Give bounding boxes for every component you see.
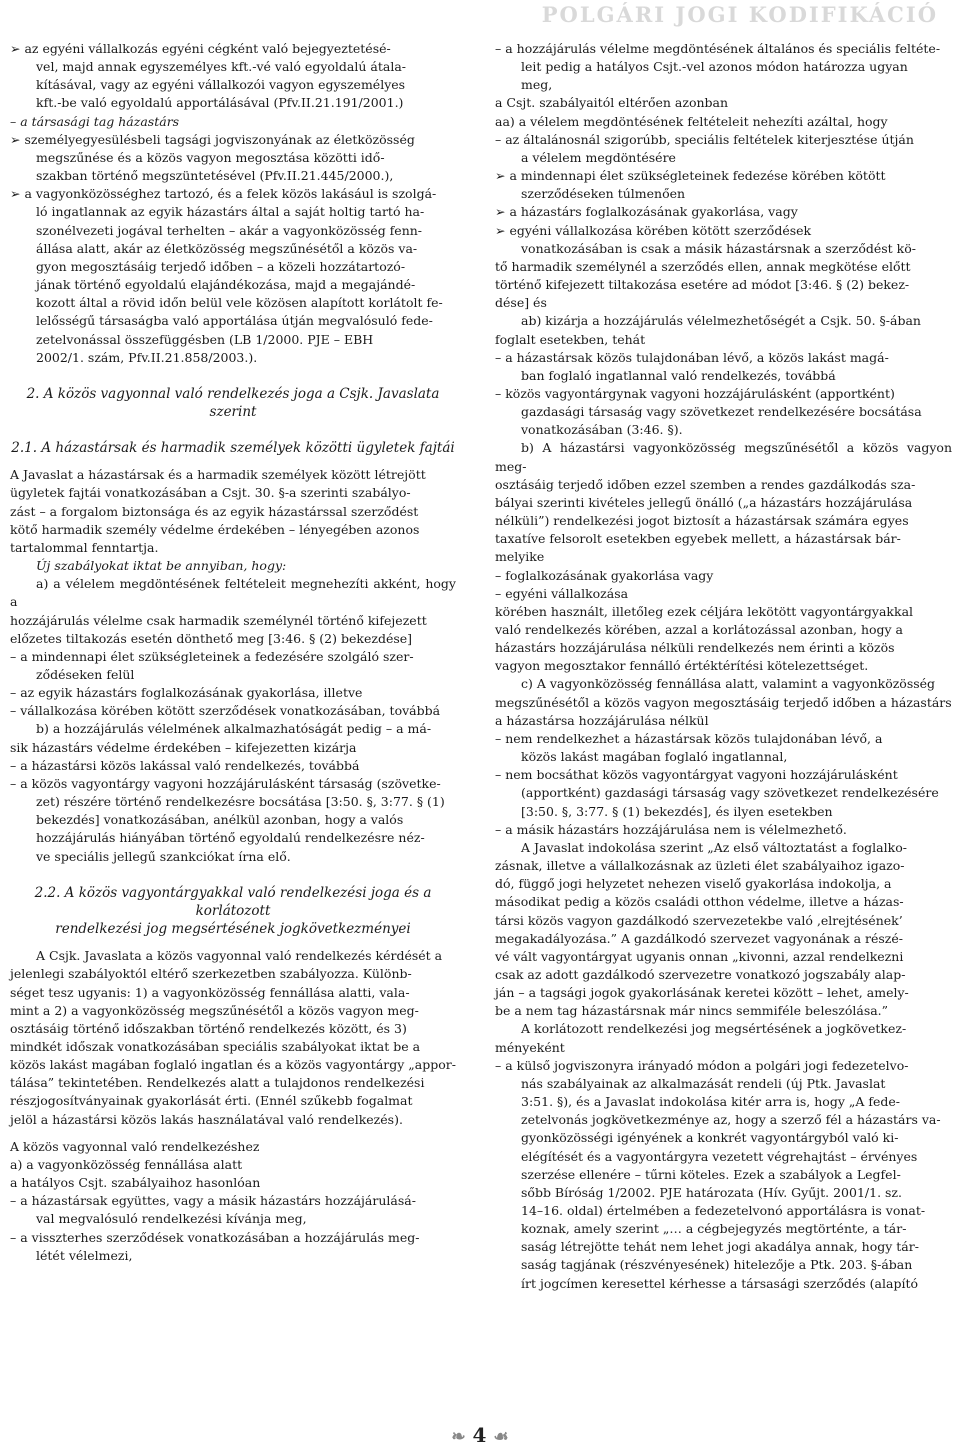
paragraph: c) A vagyonközösség fennállása alatt, valamint a vagyonközösség megszűnésétől a közös vagyon megosztásáig terjedő időben a házastárs a házastársa hozzájárulása nélkül bbox=[495, 676, 952, 728]
spacer bbox=[10, 1129, 456, 1138]
dash-list-item: – vállalkozása körében kötött szerződések vonatkozásában, továbbá bbox=[10, 703, 441, 719]
dash-list-item: – egyéni vállalkozása bbox=[495, 585, 629, 601]
arrow-list-item: ➢ a vagyonközösséghez tartozó, és a felek közös lakásául is szolgá- ló ingatlannak az egyik házastárs által a saját holtig tartó ha- szonélvezeti jogával terhelten – akár a vagyonközösség fenn- állása alatt, akár az életközösség megszűnésétől a közös va- gyon megosztásáig terjedő időben – a közeli hozzátartozó- jának történő egyoldalú elajándékozása, majd a megajándé- kozott által a rövid időn belül vele közösen alapított korlátolt fe- lelősségű társaságba való apportálása útján megvalósuló fede- zetelvonással összefüggésben (LB 1/2000. PJE – EBH 2002/1. szám, Pfv.II.21.858/2003.). bbox=[10, 186, 443, 365]
left-column bbox=[10, 40, 456, 1265]
running-header: POLGÁRI JOGI KODIFIKÁCIÓ bbox=[541, 2, 938, 27]
paragraph: A korlátozott rendelkezési jog megsértésének a jogkövetkez- ményeként bbox=[495, 1021, 907, 1055]
paragraph: A Javaslat indokolása szerint „Az első változtatást a foglalko- zásnak, illetve a vállalkozásnak az üzleti élet szabályaihoz igazo- dó, függő jogi helyzetet nehezen viselő gyakorlása indokolja, a másodikat pedig a közös családi otthon védelme, illetve a házas- társi közös vagyon gazdálkodó szervezetekbe való ‚elrejtésének’ megakadályozása.” A gazdálkodó szervezet vagyonának a részé- vé vált vagyontárgyat ugyanis onnan „kivonni, azzal rendelkezni csak az adott gazdálkodó szervezetre vonatkozó jogszabály alap- ján – a tagsági jogok gyakorlásának keretei között – lehet, amely- be a nem tag házastársnak már nincs semmiféle beleszólása.” bbox=[495, 839, 909, 1019]
spacer bbox=[10, 866, 456, 884]
arrow-list-item: ➢ az egyéni vállalkozás egyéni cégként való bejegyeztetésé- vel, majd annak egyszemélyes kft.-vé való egyoldalú átala- kításával, vagy az egyéni vállalkozói vagyon egyszemélyes kft.-be való egyoldalú apportálásával (Pfv.II.21.191/2001.) bbox=[10, 41, 406, 111]
paragraph: A közös vagyonnal való rendelkezéshez bbox=[10, 1138, 260, 1154]
paragraph: a Csjt. szabályaitól eltérően azonban bbox=[495, 95, 729, 111]
paragraph: Új szabályokat iktat be annyiban, hogy: bbox=[36, 558, 287, 574]
dash-list-item: – az egyik házastárs foglalkozásának gyakorlása, illetve bbox=[10, 685, 363, 701]
paragraph: a hatályos Csjt. szabályaihoz hasonlóan bbox=[10, 1175, 261, 1191]
paragraph: b) A házastársi vagyonközösség megszűnésétől a közös vagyon meg- osztásáig terjedő időben ezzel szemben a rendes gazdálkodás sza- bályai szerinti kivételes jellegű önálló („a házastárs hozzájárulása nélküli”) rendelkezési jogot biztosít a házastársak számára egyes taxatíve felsorolt esetekben egyebek mellett, a házastársak bár- melyike bbox=[495, 440, 952, 565]
right-column bbox=[495, 40, 952, 1293]
dash-list-item: – a házastársak együttes, vagy a másik házastárs hozzájárulásá- val megvalósuló rendelkezési kívánja meg, bbox=[10, 1193, 416, 1227]
dash-list-item: – nem bocsáthat közös vagyontárgyat vagyoni hozzájárulásként (apportként) gazdasági társaság vagy szövetkezet rendelkezésére [3:50. §, 3:77. § (1) bekezdés], és ilyen esetekben bbox=[495, 767, 939, 819]
dash-list-item: – a közös vagyontárgy vagyoni hozzájárulásként társaság (szövetke- zet) részére történő rendelkezésre bocsátása [3:50. §, 3:77. § (1) bekezdés] vonatkozásában, anélkül azonban, hogy a valós hozzájárulás hiányában történő egyoldalú rendelkezésre néz- ve speciális jellegű szankciókat írna elő. bbox=[10, 775, 445, 864]
dash-list-item: – a mindennapi élet szükségleteinek a fedezésére szolgáló szer- ződéseken felül bbox=[10, 648, 414, 682]
paragraph: a) a vélelem megdöntésének feltételeit megnehezíti akként, hogy a hozzájárulás vélelme csak harmadik személynél történő kifejezett előzetes tiltakozás esetén dönthető meg [3:46. § (2) bekezdése] bbox=[10, 576, 456, 646]
section-heading: 2. A közös vagyonnal való rendelkezés joga a Csjk. Javaslata szerint bbox=[26, 385, 440, 420]
dash-list-item: – közös vagyontárgynak vagyoni hozzájárulásként (apportként) gazdasági társaság vagy szövetkezet rendelkezésére bocsátása vonatkozásában (3:46. §). bbox=[495, 385, 922, 438]
section-heading: 2.1. A házastársak és harmadik személyek közötti ügyletek fajtái bbox=[11, 440, 455, 457]
paragraph: A Javaslat a házastársak és a harmadik személyek között létrejött ügyletek fajtái vonatkozásában a Csjt. 30. §-a szerinti szabályo- zást – a forgalom biztonsága és az egyik házastárssal szerződést kötő harmadik személy védelme érdekében – lényegében azonos tartalommal fenntartja. bbox=[10, 467, 426, 555]
spacer bbox=[10, 421, 456, 439]
spacer bbox=[10, 457, 456, 466]
dash-list-item: – a hozzájárulás vélelme megdöntésének általános és speciális feltéte- leit pedig a hatályos Csjt.-vel azonos módon határozza ugyan meg, bbox=[495, 41, 941, 93]
spacer bbox=[10, 367, 456, 385]
arrow-list-item: ➢ egyéni vállalkozása körében kötött szerződések bbox=[495, 222, 812, 238]
dash-list-item: – az általánosnál szigorúbb, speciális feltételek kiterjesztése útján a vélelem megdöntésére bbox=[495, 131, 914, 165]
dash-list-item: – a házastársi közös lakással való rendelkezés, továbbá bbox=[10, 757, 360, 773]
arrow-list-item: ➢ személyegyesülésbeli tagsági jogviszonyának az életközösség megszűnése és a közös vagyon megosztása közötti idő- szakban történő megszüntetésével (Pfv.II.21.445/2000.), bbox=[10, 131, 415, 184]
section-heading: 2.2. A közös vagyontárgyakkal való rendelkezési joga és a korlátozott rendelkezési jog megsértésének jogkövetkezményei bbox=[34, 884, 432, 938]
page-footer bbox=[0, 1423, 960, 1447]
paragraph: vonatkozásában is csak a másik házastársnak a szerződést kö- tő harmadik személynél a szerződés ellen, annak megkötése előtt történő kifejezett tiltakozása esetére ad módot [3:46. § (2) bekez- dése] és bbox=[495, 240, 917, 311]
dash-list-item: – foglalkozásának gyakorlása vagy bbox=[495, 567, 714, 583]
paragraph: a) a vagyonközösség fennállása alatt bbox=[10, 1156, 243, 1172]
paragraph: b) a hozzájárulás vélelmének alkalmazhatóságát pedig – a má- sik házastárs védelme érdekében – kifejezetten kizárja bbox=[10, 721, 432, 755]
dash-list-item: – a házastársak közös tulajdonában lévő, a közös lakást magá- ban foglaló ingatlannal való rendelkezés, továbbá bbox=[495, 349, 889, 383]
dash-list-item: – a külső jogviszonyra irányadó módon a polgári jogi fedezetelvo- nás szabályainak az alkalmazását rendeli (új Ptk. Javaslat 3:51. §), és a Javaslat indokolása kitér arra is, hogy „A fede- zetelvonás jogkövetkezménye az, hogy a szerző fél a házastárs va- gyonközösségi igényének a konkrét vagyontárgyból való ki- elégítését és a vagyontárgyra vezetett végrehajtást – érvényes szerzése ellenére – tűrni köteles. Ezek a szabályok a Legfel- sőbb Bíróság 1/2002. PJE határozata (Hív. Gyűjt. 2001/1. sz. 14–16. oldal) értelmében a fedezetelvonó apportálásra is vonat- koznak, amely szerint „… a cégbejegyzés megtörténte, a tár- saság létrejötte tehát nem lehet jogi akadálya annak, hogy tár- saság tagjának (részvényesének) hitelezője a Ptk. 203. §-ában írt jogcímen keresettel kérhesse a társasági szerződés (alapító bbox=[495, 1057, 941, 1291]
arrow-list-item: ➢ a mindennapi élet szükségleteinek fedezése körében kötött szerződéseken túlmenően bbox=[495, 168, 886, 202]
footer-ornament-right: ☙ bbox=[493, 1427, 509, 1447]
footer-ornament-left: ❧ bbox=[451, 1427, 466, 1447]
dash-list-item: – a másik házastárs hozzájárulása nem is vélelmezhető. bbox=[495, 821, 847, 837]
spacer bbox=[10, 938, 456, 947]
arrow-list-item: ➢ a házastárs foglalkozásának gyakorlása, vagy bbox=[495, 204, 798, 220]
paragraph: körében használt, illetőleg ezek céljára lekötött vagyontárgyakkal való rendelkezés körében, azzal a korlátozással azonban, hogy a házastárs hozzájárulása nélküli rendelkezés nem érinti a közös vagyon megosztakor fennálló értéktérítési kötelezettséget. bbox=[495, 603, 914, 674]
dash-list-item: – nem rendelkezhet a házastársak közös tulajdonában lévő, a közös lakást magában foglaló ingatlannal, bbox=[495, 730, 883, 765]
paragraph: ab) kizárja a hozzájárulás vélelmezhetőségét a Csjk. 50. §-ában foglalt esetekben, tehát bbox=[495, 313, 921, 347]
page-number: 4 bbox=[472, 1423, 487, 1447]
paragraph: A Csjk. Javaslata a közös vagyonnal való rendelkezés kérdését a jelenlegi szabályoktól eltérő szerkezetben szabályozza. Különb- séget tesz ugyanis: 1) a vagyonközösség fennállása alatti, vala- mint a 2) a vagyonközösség megszűnésétől a közös vagyon meg- osztásáig történő időszakban történő rendelkezés között, és 3) mindkét időszak vonatkozásában speciális szabályokat iktat be a közös lakást magában foglaló ingatlan és a közös vagyontárgy „appor- tálása” tekintetében. Rendelkezés alatt a tulajdonos rendelkezési részjogosítványainak gyakorlását érti. (Ennél szűkebb fogalmat jelöl a házastársi közös lakás használatával való rendelkezés). bbox=[10, 948, 456, 1127]
dash-list-item: – a visszterhes szerződések vonatkozásában a hozzájárulás meg- létét vélelmezi, bbox=[10, 1229, 420, 1263]
dash-list-item: – a társasági tag házastárs bbox=[10, 113, 180, 129]
paragraph: aa) a vélelem megdöntésének feltételeit nehezíti azáltal, hogy bbox=[495, 113, 888, 129]
